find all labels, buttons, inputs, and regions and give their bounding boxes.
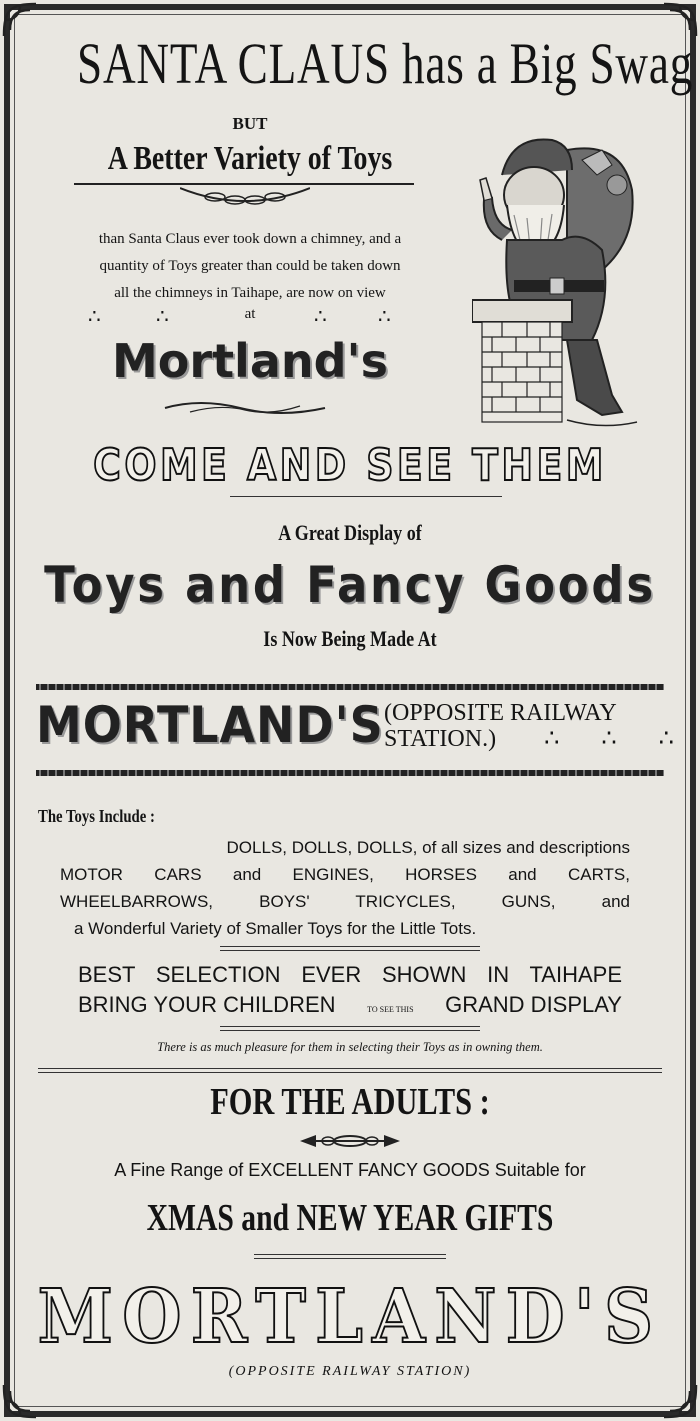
best-selection: BEST SELECTION EVER SHOWN IN TAIHAPE bbox=[78, 962, 622, 987]
toys-line-1: DOLLS, DOLLS, DOLLS, of all sizes and descriptions bbox=[226, 838, 630, 857]
divider-rule bbox=[220, 950, 480, 951]
section-divider bbox=[38, 1068, 662, 1069]
banner-location-line-2: STATION.) bbox=[384, 726, 497, 752]
section-divider bbox=[38, 1072, 662, 1073]
adults-heading: FOR THE ADULTS : bbox=[210, 1081, 490, 1123]
dots-ornament: ∴ bbox=[314, 306, 331, 328]
headline: SANTA CLAUS has a Big Swag bbox=[77, 31, 694, 96]
at-label: at bbox=[244, 306, 256, 322]
toys-line-2: MOTOR CARS and ENGINES, HORSES and CARTS, bbox=[60, 865, 630, 884]
toys-line-4: a Wonderful Variety of Smaller Toys for the Little Tots. bbox=[74, 919, 477, 938]
dots-ornament: ∴ bbox=[88, 306, 105, 328]
grand-display: GRAND DISPLAY bbox=[445, 992, 622, 1017]
divider-rule bbox=[254, 1258, 446, 1259]
come-and-see-them: COME AND SEE THEM bbox=[93, 440, 607, 491]
flourish-ornament bbox=[160, 398, 330, 418]
range-line: A Fine Range of EXCELLENT FANCY GOODS Suitable for bbox=[114, 1160, 586, 1180]
display-intro: A Great Display of bbox=[278, 520, 422, 545]
footer-store-name: MORTLAND'S bbox=[37, 1274, 663, 1360]
divider-rule bbox=[220, 1026, 480, 1027]
corner-ornament-bottom-left bbox=[0, 1381, 40, 1421]
xmas-gifts: XMAS and NEW YEAR GIFTS bbox=[146, 1197, 554, 1239]
subheadline: A Better Variety of Toys bbox=[107, 140, 393, 177]
dots-ornament: ∴ bbox=[378, 306, 395, 328]
bring-your-children: BRING YOUR CHILDREN bbox=[78, 992, 336, 1017]
banner-location-line-1: (OPPOSITE RAILWAY bbox=[384, 700, 617, 726]
body-line-2: quantity of Toys greater than could be taken down bbox=[99, 258, 401, 274]
divider-rule bbox=[230, 496, 502, 497]
divider-rule bbox=[220, 1030, 480, 1031]
dots-ornament: ∴ bbox=[156, 306, 173, 328]
santa-illustration bbox=[472, 130, 642, 440]
knot-ornament bbox=[296, 1132, 404, 1150]
divider-rule bbox=[254, 1254, 446, 1255]
bring-children-line bbox=[78, 992, 622, 1018]
banner-location bbox=[384, 700, 692, 752]
wavy-rule-bottom bbox=[36, 770, 664, 776]
footer-location: (OPPOSITE RAILWAY STATION) bbox=[228, 1364, 472, 1379]
banner-store-name: MORTLAND'S bbox=[36, 696, 384, 754]
store-name: Mortland's bbox=[112, 334, 388, 388]
pleasure-line: There is as much pleasure for them in selecting their Toys as in owning them. bbox=[157, 1040, 543, 1054]
body-line-3: all the chimneys in Taihape, are now on view bbox=[114, 285, 386, 301]
wavy-rule-top bbox=[36, 684, 664, 690]
toys-intro: The Toys Include : bbox=[38, 806, 155, 826]
toys-line-3: WHEELBARROWS, BOYS' TRICYCLES, GUNS, and bbox=[60, 892, 630, 911]
corner-ornament-bottom-right bbox=[660, 1381, 700, 1421]
body-line-1: than Santa Claus ever took down a chimney, and a bbox=[98, 231, 402, 247]
corner-ornament-top-left bbox=[0, 0, 40, 40]
dots-ornament: ∴ ∴ ∴ bbox=[496, 726, 692, 752]
to-see-this: TO SEE THIS bbox=[367, 1005, 414, 1014]
now-being-made: Is Now Being Made At bbox=[263, 626, 437, 651]
divider-rule bbox=[220, 946, 480, 947]
but-label: BUT bbox=[232, 114, 268, 133]
toys-and-fancy-goods: Toys and Fancy Goods bbox=[44, 556, 656, 614]
chain-ornament bbox=[180, 184, 310, 210]
